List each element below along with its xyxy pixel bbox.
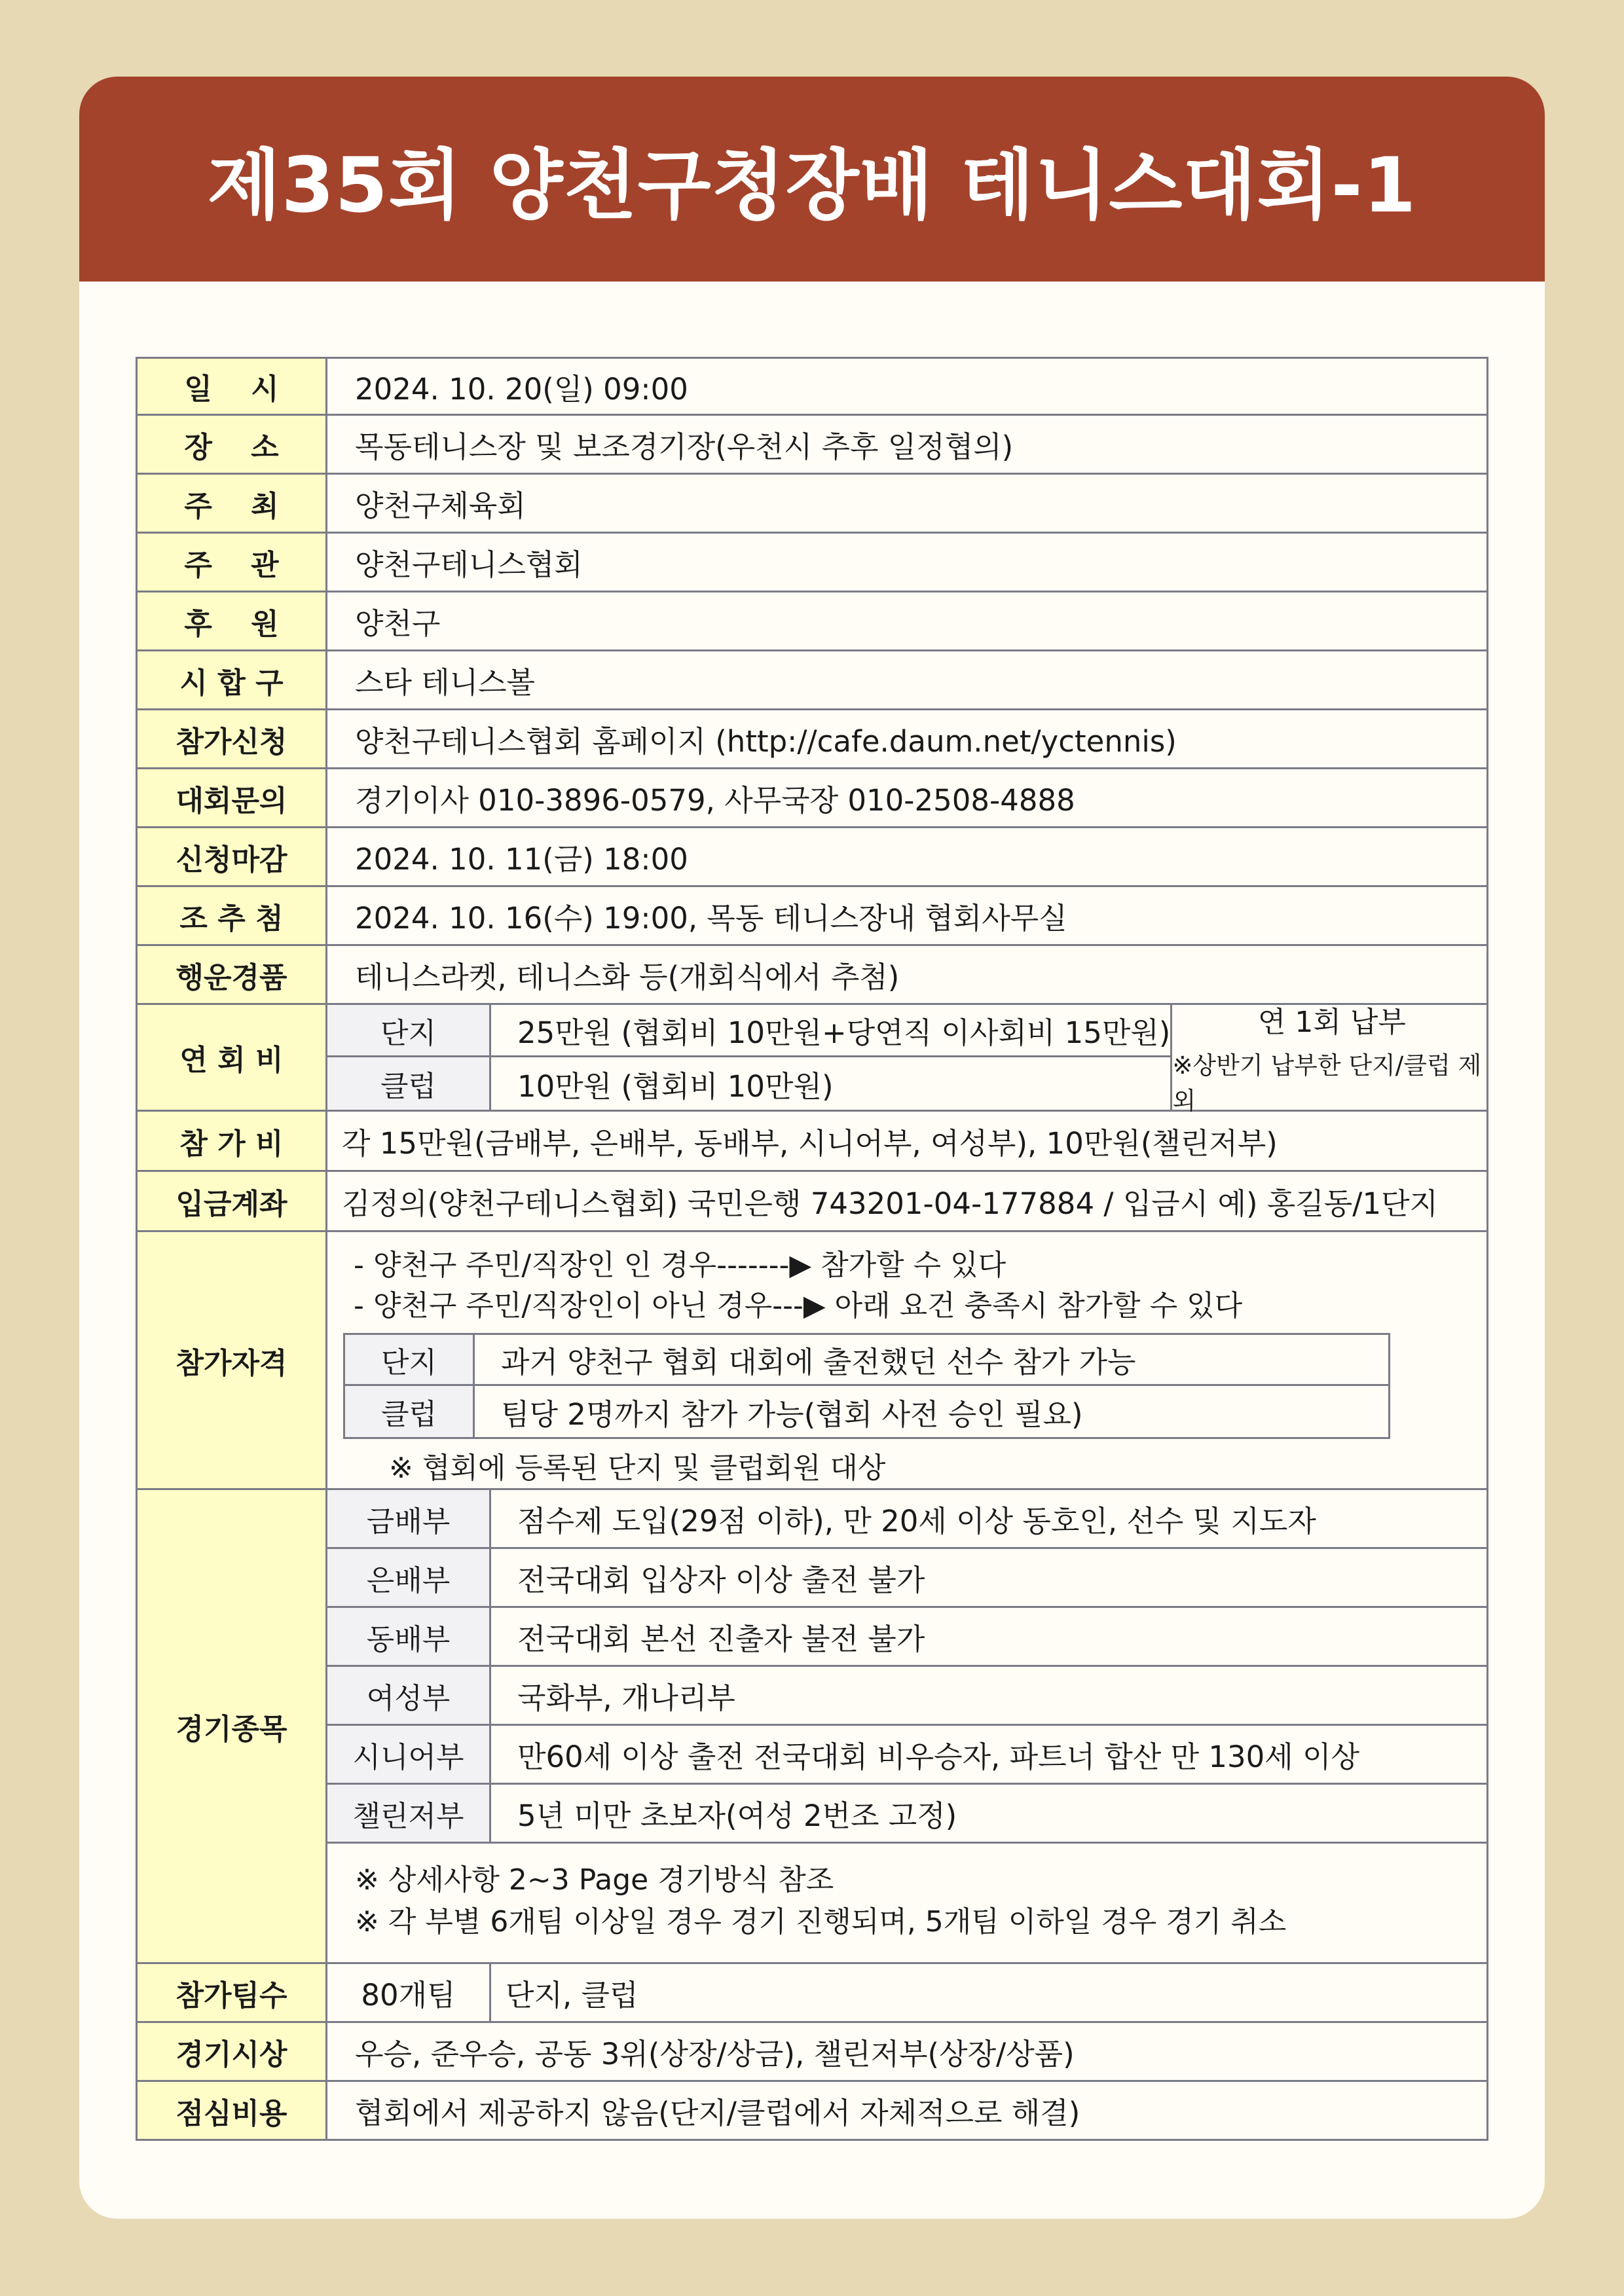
fee-item (327, 1005, 1170, 1057)
title-banner (79, 77, 1545, 282)
events-list (327, 1490, 1486, 1962)
row-value: 단지, 클럽 (506, 1978, 638, 2013)
row-label: 참가팀수 (138, 1964, 327, 2021)
qualification-line: - 양천구 주민/직장인이 아닌 경우---▶ 아래 요건 충족시 참가할 수 있다 (354, 1289, 1243, 1322)
row-value: 경기이사 010-3896-0579, 사무국장 010-2508-4888 (355, 783, 1075, 818)
row-label: 참가자격 (138, 1232, 327, 1488)
events-notes (327, 1844, 1486, 1943)
table-row (136, 475, 1488, 534)
row-label: 장 소 (138, 416, 327, 473)
fee-value: 25만원 (협회비 10만원+당연직 이사회비 15만원) (517, 1015, 1171, 1050)
row-label: 주 관 (138, 534, 327, 591)
qualification-value: 팀당 2명까지 참가 가능(협회 사전 승인 필요) (501, 1396, 1083, 1432)
fee-item (327, 1057, 1170, 1110)
table-row (136, 2023, 1488, 2082)
table-row (136, 592, 1488, 651)
info-table (136, 357, 1488, 2141)
teams-count: 80개팀 (327, 1964, 491, 2021)
table-row (136, 534, 1488, 592)
qualification-row (136, 1232, 1488, 1490)
table-row (136, 416, 1488, 475)
event-item (327, 1726, 1486, 1785)
event-desc: 전국대회 본선 진출자 불전 불가 (517, 1622, 925, 1656)
qualification-type: 클럽 (345, 1386, 475, 1437)
row-label: 신청마감 (138, 828, 327, 885)
qualification-note: ※ 협회에 등록된 단지 및 클럽회원 대상 (389, 1451, 886, 1485)
row-label: 경기시상 (138, 2023, 327, 2080)
event-item (327, 1608, 1486, 1667)
event-name: 시니어부 (327, 1726, 491, 1783)
row-value: 우승, 준우승, 공동 3위(상장/상금), 챌린저부(상장/상품) (355, 2037, 1075, 2071)
fee-items (327, 1005, 1170, 1110)
row-value: 각 15만원(금배부, 은배부, 동배부, 시니어부, 여성부), 10만원(챌린저부) (342, 1126, 1278, 1161)
fee-notes (1170, 1005, 1491, 1115)
table-row (136, 946, 1488, 1005)
event-name: 은배부 (327, 1549, 491, 1606)
table-row (136, 887, 1488, 946)
row-value: 김정의(양천구테니스협회) 국민은행 743201-04-177884 / 입금시 예) 홍길동/1단지 (342, 1186, 1439, 1221)
fee-type: 클럽 (327, 1057, 491, 1110)
row-value: 2024. 10. 20(일) 09:00 (355, 371, 688, 407)
row-value: 테니스라켓, 테니스화 등(개회식에서 추첨) (355, 960, 900, 994)
table-row (136, 2082, 1488, 2141)
row-label: 대회문의 (138, 769, 327, 826)
fee-value: 10만원 (협회비 10만원) (517, 1068, 834, 1104)
table-row (136, 828, 1488, 887)
event-desc: 전국대회 입상자 이상 출전 불가 (517, 1563, 925, 1597)
qualification-item (345, 1335, 1388, 1386)
event-name: 동배부 (327, 1608, 491, 1665)
fee-type: 단지 (327, 1005, 491, 1055)
event-desc: 점수제 도입(29점 이하), 만 20세 이상 동호인, 선수 및 지도자 (517, 1504, 1316, 1539)
row-label: 일 시 (138, 359, 327, 414)
events-row (136, 1490, 1488, 1964)
row-value: 양천구 (355, 606, 441, 641)
event-item (327, 1667, 1486, 1726)
annual-fee-row (136, 1005, 1488, 1115)
table-row (136, 710, 1488, 769)
qualification-content (327, 1232, 1486, 1488)
row-value: 양천구테니스협회 (355, 547, 583, 582)
event-desc: 5년 미만 초보자(여성 2번조 고정) (517, 1798, 957, 1833)
table-row (136, 357, 1488, 416)
row-label: 경기종목 (138, 1490, 327, 1962)
row-label: 후 원 (138, 592, 327, 649)
row-value: 양천구체육회 (355, 488, 526, 523)
table-row (136, 651, 1488, 710)
row-value: 스타 테니스볼 (355, 665, 536, 700)
row-label: 참가신청 (138, 710, 327, 767)
event-item (327, 1549, 1486, 1608)
row-label: 연 회 비 (138, 1005, 327, 1110)
row-label: 주 최 (138, 475, 327, 532)
qualification-table (343, 1333, 1390, 1439)
row-value: 목동테니스장 및 보조경기장(우천시 추후 일정협의) (355, 429, 1014, 464)
row-label: 조 추 첨 (138, 887, 327, 944)
row-label: 행운경품 (138, 946, 327, 1003)
event-name: 금배부 (327, 1490, 491, 1547)
fee-note-exception: ※상반기 납부한 단지/클럽 제외 (1172, 1051, 1482, 1115)
row-label: 입금계좌 (138, 1172, 327, 1230)
row-value: 협회에서 제공하지 않음(단지/클럽에서 자체적으로 해결) (355, 2096, 1080, 2130)
event-name: 챌린저부 (327, 1785, 491, 1842)
event-item (327, 1785, 1486, 1844)
qualification-type: 단지 (345, 1335, 475, 1384)
event-item (327, 1490, 1486, 1549)
teams-row (136, 1964, 1488, 2023)
row-value: 2024. 10. 11(금) 18:00 (355, 842, 688, 877)
qualification-line: - 양천구 주민/직장인 인 경우-------▶ 참가할 수 있다 (354, 1248, 1006, 1282)
page-title: 제35회 양천구청장배 테니스대회-1 (207, 141, 1417, 230)
row-label: 참 가 비 (138, 1112, 327, 1170)
row-value: 양천구테니스협회 홈페이지 (http://cafe.daum.net/yctennis) (355, 724, 1177, 759)
fee-note-annual: 연 1회 납부 (1257, 1006, 1406, 1039)
table-row (136, 769, 1488, 828)
event-desc: 만60세 이상 출전 전국대회 비우승자, 파트너 합산 만 130세 이상 (517, 1740, 1360, 1774)
events-note: ※ 각 부별 6개팀 이상일 경우 경기 진행되며, 5개팀 이하일 경우 경기 취소 (355, 1905, 1287, 1939)
row-value: 2024. 10. 16(수) 19:00, 목동 테니스장내 협회사무실 (355, 901, 1067, 936)
table-row (136, 1112, 1488, 1172)
event-name: 여성부 (327, 1667, 491, 1724)
events-note: ※ 상세사항 2~3 Page 경기방식 참조 (355, 1863, 834, 1897)
qualification-value: 과거 양천구 협회 대회에 출전했던 선수 참가 가능 (501, 1345, 1136, 1379)
event-desc: 국화부, 개나리부 (517, 1681, 735, 1715)
qualification-item (345, 1386, 1388, 1437)
poster-card (79, 77, 1545, 2219)
table-row (136, 1172, 1488, 1232)
row-label: 점심비용 (138, 2082, 327, 2139)
row-label: 시 합 구 (138, 651, 327, 708)
